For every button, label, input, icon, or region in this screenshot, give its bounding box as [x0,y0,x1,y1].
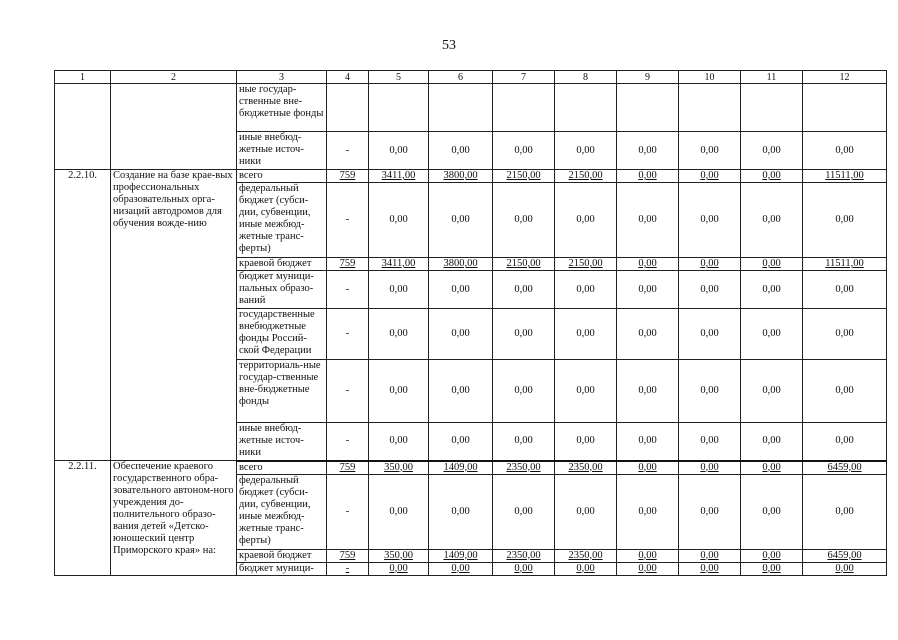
value-cell: - [327,474,369,549]
value-cell: - [327,309,369,360]
value-cell: 0,00 [429,183,493,258]
value-cell: - [327,423,369,461]
value-cell: 0,00 [555,132,617,170]
value-cell: 11511,00 [803,170,887,183]
funding-source: государственные внебюджетные фонды Россий-ской Федерации [237,309,327,360]
value-cell: 0,00 [429,360,493,423]
value-cell: 0,00 [617,549,679,562]
funding-source: всего [237,461,327,475]
funding-source: федеральный бюджет (субси-дии, субвенции, иные межбюд-жетные транс-ферты) [237,183,327,258]
value-cell: 0,00 [803,271,887,309]
column-number: 7 [493,71,555,84]
table-row [55,170,887,183]
value-cell: 0,00 [741,423,803,461]
value-cell [429,84,493,132]
funding-source: бюджет муници-пальных образо-ваний [237,271,327,309]
value-cell: 0,00 [679,474,741,549]
value-cell: 0,00 [369,360,429,423]
value-cell: 0,00 [741,258,803,271]
value-cell [617,84,679,132]
funding-source: иные внебюд-жетные источ-ники [237,423,327,461]
value-cell: 0,00 [617,258,679,271]
value-cell: 0,00 [617,461,679,475]
column-number: 4 [327,71,369,84]
column-number: 3 [237,71,327,84]
value-cell: 11511,00 [803,258,887,271]
value-cell: 2350,00 [493,461,555,475]
funding-source: ные государ-ственные вне-бюджетные фонды [237,84,327,132]
value-cell: 759 [327,258,369,271]
column-number: 9 [617,71,679,84]
value-cell: 0,00 [617,170,679,183]
value-cell: - [327,271,369,309]
value-cell: 3411,00 [369,258,429,271]
value-cell: 0,00 [429,562,493,575]
value-cell: 759 [327,461,369,475]
value-cell [679,84,741,132]
value-cell: 0,00 [617,271,679,309]
column-number: 8 [555,71,617,84]
column-number: 2 [111,71,237,84]
value-cell: 0,00 [741,549,803,562]
value-cell: 0,00 [617,132,679,170]
value-cell: 0,00 [617,562,679,575]
value-cell: 0,00 [679,549,741,562]
value-cell: 0,00 [741,132,803,170]
value-cell: 0,00 [679,423,741,461]
value-cell: 0,00 [617,423,679,461]
item-code: 2.2.10. [55,170,111,461]
table-row [55,84,887,132]
column-number: 5 [369,71,429,84]
funding-source: всего [237,170,327,183]
value-cell: 0,00 [741,183,803,258]
value-cell: 0,00 [803,360,887,423]
value-cell: 3411,00 [369,170,429,183]
value-cell: 0,00 [679,271,741,309]
value-cell [327,84,369,132]
column-number: 6 [429,71,493,84]
column-number: 1 [55,71,111,84]
value-cell: 0,00 [369,309,429,360]
budget-table [54,70,887,576]
column-number: 10 [679,71,741,84]
value-cell: 0,00 [617,309,679,360]
value-cell: 0,00 [679,360,741,423]
funding-source: краевой бюджет [237,258,327,271]
column-number: 11 [741,71,803,84]
value-cell: 1409,00 [429,461,493,475]
item-title: Обеспечение краевого государственного обра-зовательного автоном-ного учреждения до-полнительного образо-вания детей «Детско-юношеский центр Приморского края» на: [111,461,237,576]
value-cell: 0,00 [555,309,617,360]
value-cell: 0,00 [741,474,803,549]
value-cell: 0,00 [679,562,741,575]
item-code: 2.2.11. [55,461,111,576]
value-cell: 2150,00 [493,258,555,271]
value-cell: 0,00 [679,309,741,360]
value-cell: 0,00 [369,183,429,258]
value-cell: 0,00 [617,474,679,549]
value-cell: 0,00 [555,474,617,549]
funding-source: федеральный бюджет (субси-дии, субвенции, иные межбюд-жетные транс-ферты) [237,474,327,549]
value-cell: 0,00 [369,271,429,309]
item-code [55,84,111,170]
value-cell [369,84,429,132]
value-cell: 759 [327,170,369,183]
value-cell: - [327,562,369,575]
value-cell: 0,00 [741,309,803,360]
value-cell: - [327,132,369,170]
value-cell: 0,00 [555,183,617,258]
funding-source: бюджет муници- [237,562,327,575]
value-cell: 0,00 [493,271,555,309]
value-cell: 0,00 [493,360,555,423]
value-cell: 0,00 [803,562,887,575]
value-cell: 6459,00 [803,461,887,475]
value-cell: - [327,183,369,258]
value-cell: 0,00 [369,474,429,549]
value-cell: 0,00 [493,562,555,575]
value-cell: 350,00 [369,549,429,562]
value-cell: 0,00 [493,132,555,170]
value-cell: 0,00 [803,183,887,258]
value-cell: 759 [327,549,369,562]
value-cell: 3800,00 [429,170,493,183]
value-cell: 0,00 [555,423,617,461]
column-number: 12 [803,71,887,84]
value-cell: 0,00 [803,474,887,549]
value-cell: 0,00 [369,562,429,575]
value-cell: 0,00 [429,309,493,360]
value-cell: 0,00 [741,360,803,423]
value-cell: 0,00 [493,423,555,461]
table-row [55,461,887,475]
item-title [111,84,237,170]
value-cell: 0,00 [493,309,555,360]
value-cell: 0,00 [429,474,493,549]
value-cell: 2350,00 [555,549,617,562]
value-cell: 2350,00 [493,549,555,562]
value-cell: 0,00 [555,562,617,575]
value-cell: 2150,00 [493,170,555,183]
value-cell [555,84,617,132]
value-cell: 0,00 [679,258,741,271]
value-cell: 0,00 [617,183,679,258]
value-cell: 0,00 [679,132,741,170]
value-cell: 0,00 [741,271,803,309]
value-cell: 0,00 [555,360,617,423]
value-cell: 0,00 [803,423,887,461]
value-cell [741,84,803,132]
value-cell: 0,00 [429,132,493,170]
value-cell: 0,00 [679,461,741,475]
value-cell: 0,00 [741,461,803,475]
value-cell: 0,00 [741,170,803,183]
value-cell [803,84,887,132]
value-cell [493,84,555,132]
value-cell: 0,00 [493,474,555,549]
value-cell: 6459,00 [803,549,887,562]
funding-source: территориаль-ные государ-ственные вне-бюджетные фонды [237,360,327,423]
value-cell: 3800,00 [429,258,493,271]
value-cell: 2350,00 [555,461,617,475]
funding-source: иные внебюд-жетные источ-ники [237,132,327,170]
value-cell: 0,00 [369,132,429,170]
value-cell: 0,00 [803,132,887,170]
value-cell: 0,00 [679,183,741,258]
value-cell: 0,00 [555,271,617,309]
value-cell: 0,00 [493,183,555,258]
funding-source: краевой бюджет [237,549,327,562]
value-cell: 0,00 [803,309,887,360]
value-cell: 2150,00 [555,258,617,271]
value-cell: 0,00 [429,271,493,309]
column-number-row [55,71,887,84]
value-cell: 0,00 [429,423,493,461]
value-cell: 0,00 [679,170,741,183]
value-cell: 2150,00 [555,170,617,183]
value-cell: 0,00 [741,562,803,575]
value-cell: 1409,00 [429,549,493,562]
value-cell: 0,00 [369,423,429,461]
value-cell: - [327,360,369,423]
value-cell: 350,00 [369,461,429,475]
page-number: 53 [442,38,456,53]
item-title: Создание на базе крае-вых профессиональных образовательных орга-низаций автодромов для обучения вожде-нию [111,170,237,461]
value-cell: 0,00 [617,360,679,423]
